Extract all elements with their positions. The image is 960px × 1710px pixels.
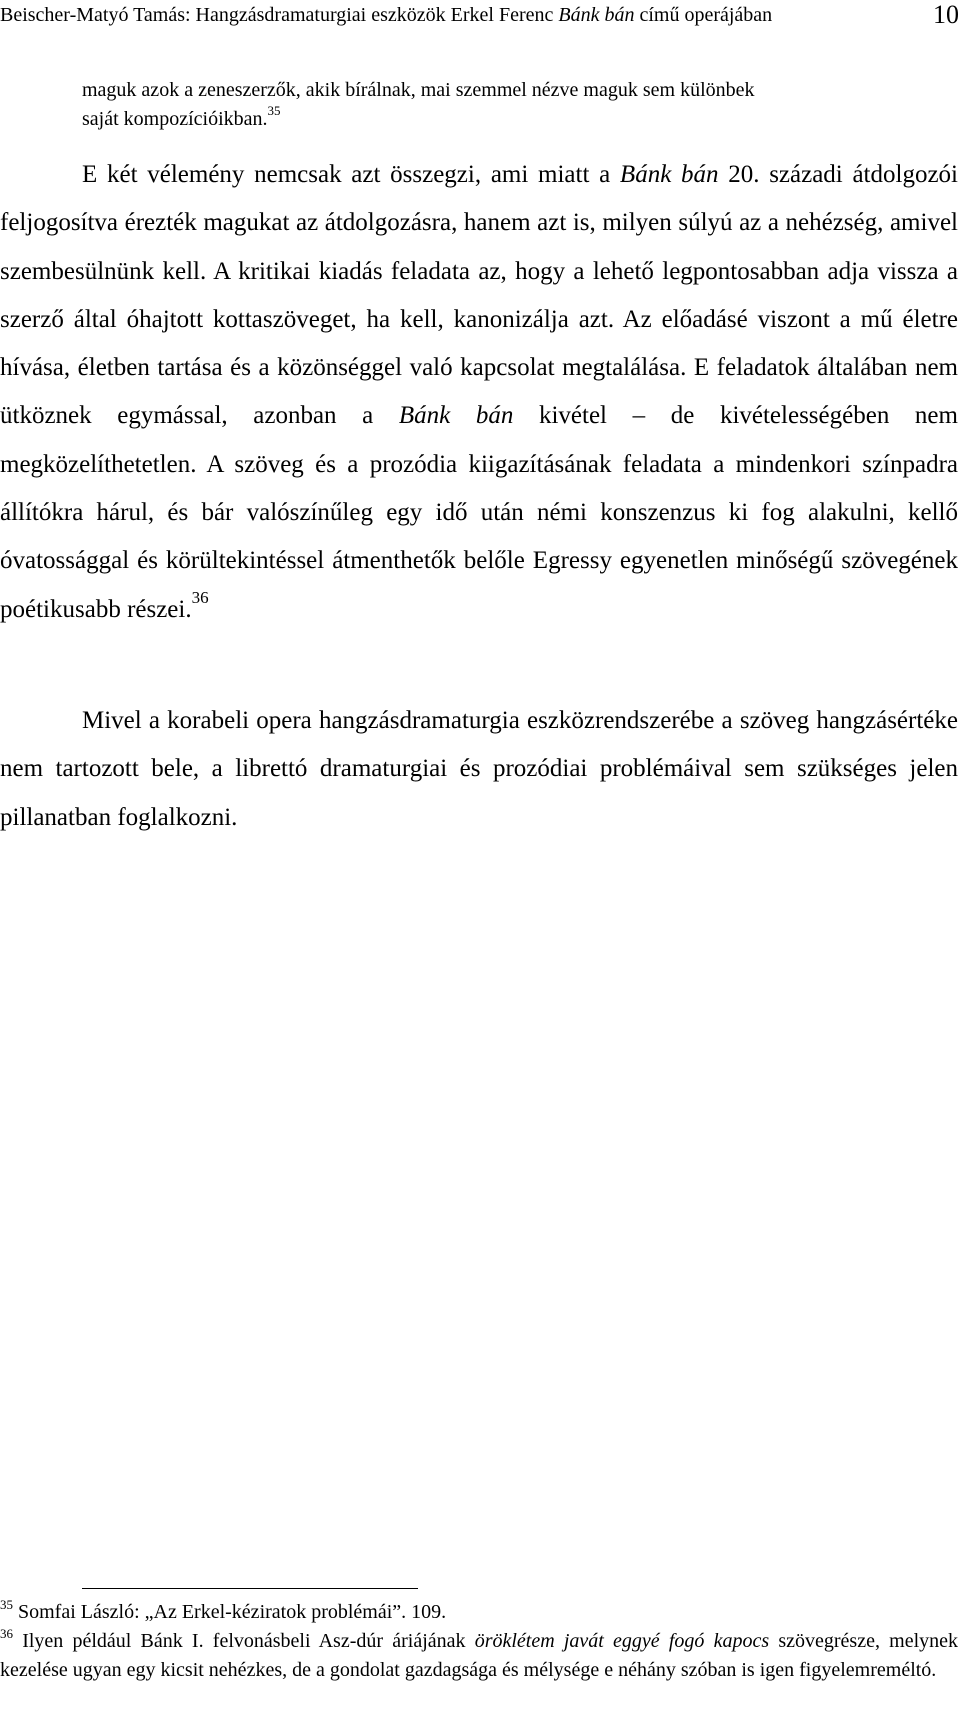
footnote-ref-36: 36 [191,587,209,607]
page-number: 10 [933,0,959,29]
paragraph-1-text-a: E két vélemény nemcsak azt összegzi, ami miatt a [82,161,620,188]
continued-line-2 [0,105,958,134]
running-title-opera: Bánk bán [558,4,635,26]
footnote-separator [82,1588,418,1589]
footnote-35-number: 35 [0,1597,13,1612]
paragraph-1-opera-title-a: Bánk bán [619,161,719,188]
footnote-ref-35: 35 [267,103,281,118]
running-title-text: Beischer-Matyó Tamás: Hangzásdramaturgiai eszközök Erkel Ferenc [0,4,559,26]
page-header [0,0,960,34]
running-title-suffix: című operájában [634,4,773,26]
continued-paragraph [0,76,958,134]
paragraph-2: Mivel a korabeli opera hangzásdramaturgia eszközrendszerébe a szöveg hangzásértéke nem tartozott bele, a librettó dramaturgiai és prozódiai problémáival sem szükséges jelen pillanatban foglalkozni. [0,707,958,831]
footnote-35-text: Somfai László: „Az Erkel-kéziratok problémái”. 109. [13,1601,447,1623]
paragraph-1 [0,151,958,634]
paragraph-1-opera-title-b: Bánk bán [398,402,514,430]
footnote-36 [0,1627,958,1685]
paragraph-1-text-b: 20. századi átdolgozói feljogosítva érezték magukat az átdolgozásra, hanem azt is, milyen súlyú az a nehézség, amivel szembesülnünk kell. A kritikai kiadás feladata az, hogy a lehető legpontosabban adja vissza a szerző által óhajtott kottaszöveget, ha kell, kanonizálja azt. Az előadásé viszont a mű életre hívása, életben tartása és a közönséggel való kapcsolat megtalálása. E feladatok általában nem ütköznek egymással, azonban a [0,161,958,430]
continued-line-2-text: saját kompozícióikban. [82,108,268,130]
footnote-36-text-a: Ilyen például Bánk I. felvonásbeli Asz-dúr áriájának [13,1630,475,1652]
running-title [0,2,772,28]
footnote-35 [0,1598,958,1627]
footnote-36-number: 36 [0,1626,13,1641]
paragraph-1-text-c: kivétel – de kivételességében nem megközelíthetetlen. A szöveg és a prozódia kiigazításának feladata a mindenkori színpadra állítókra hárul, és bár valószínűleg egy idő után némi konszenzus ki fog alakulni, kellő óvatossággal és körültekintéssel átmenthetők belőle Egressy egyenetlen minőségű szövegének poétikusabb részei. [0,402,958,623]
footnote-36-quote: öröklétem javát eggyé fogó kapocs [474,1630,770,1652]
footnote-36-text-b: szövegrésze, melynek kezelése ugyan egy kicsit nehézkes, de a gondolat gazdagsága és mélysége e néhány szóban is igen figyelemreméltó. [0,1630,959,1681]
continued-line-1: maguk azok a zeneszerzők, akik bírálnak, mai szemmel nézve maguk sem különbek [82,79,755,101]
